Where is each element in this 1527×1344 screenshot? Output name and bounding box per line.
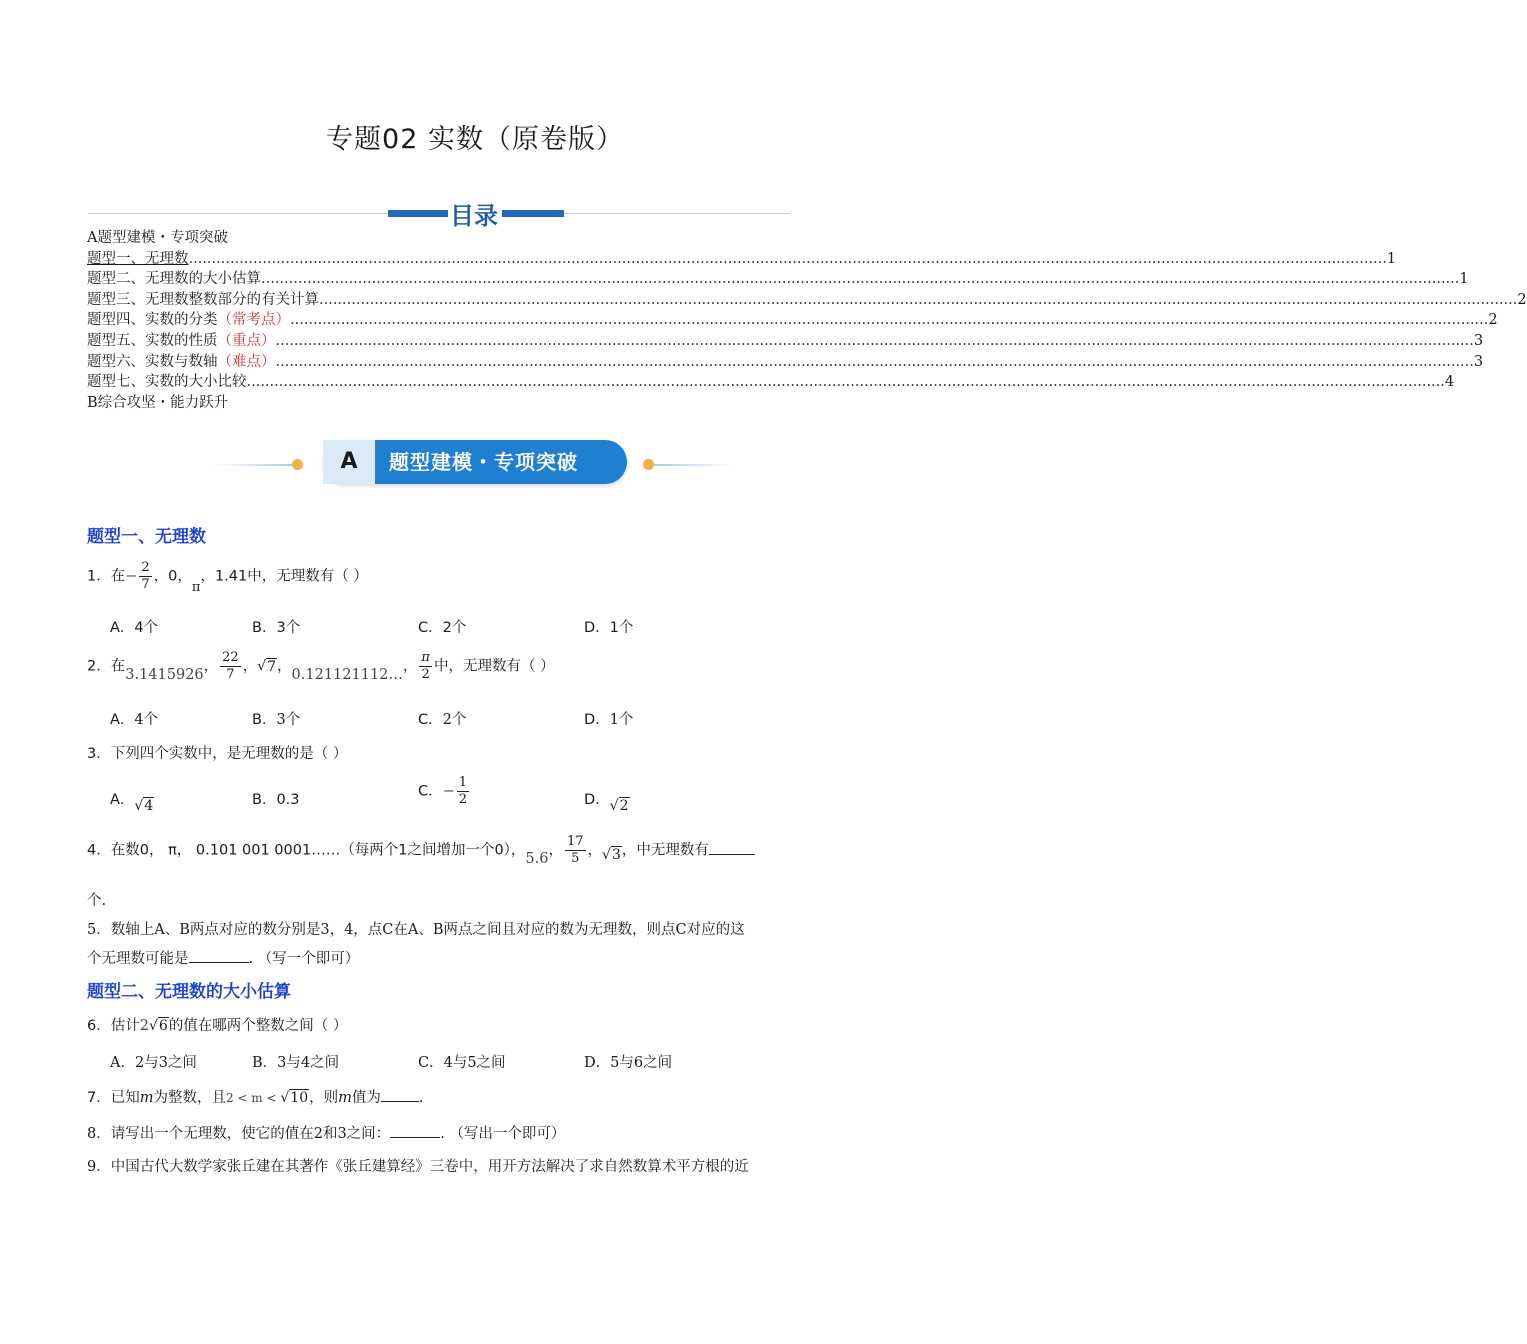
- option[interactable]: A．√4: [110, 792, 154, 814]
- toc-page-number: 2: [1488, 312, 1498, 329]
- toc-leader: ....................................................................................................................................................................................................................................................................: [275, 332, 1474, 349]
- option[interactable]: B．3与4之间: [252, 1055, 340, 1071]
- toc-item-tag: （难点）: [217, 353, 276, 370]
- page-title: 专题02 实数（原卷版）: [326, 124, 624, 155]
- toc-item[interactable]: [87, 290, 1527, 311]
- question-5-cont: 个无理数可能是 . （写一个即可）: [87, 951, 360, 967]
- divider: [502, 210, 564, 217]
- question-1: 1．在− $\frac{2}{7}$ ，0，π，1.41中，无理数有（ ）: [87, 560, 368, 595]
- option[interactable]: C．− $\frac{1}{2}$: [418, 775, 468, 807]
- toc-page-number: 3: [1473, 353, 1484, 370]
- dot-icon: [643, 459, 654, 470]
- divider: [215, 464, 293, 466]
- toc-item[interactable]: [87, 331, 1484, 352]
- fraction: $\frac{22}{7}$: [222, 650, 239, 682]
- question-9: 9．中国古代大数学家张丘建在其著作《张丘建算经》三卷中，用开方法解决了求自然数算术平方根的近: [87, 1159, 749, 1175]
- toc-item-tag: （重点）: [217, 332, 276, 349]
- question-8: 8．请写出一个无理数，使它的值在2和3之间： . （写出一个即可）: [87, 1126, 566, 1142]
- option[interactable]: A．4个: [110, 712, 159, 728]
- toc-page-number: 2: [1517, 291, 1527, 308]
- toc-page-number: 4: [1444, 374, 1455, 391]
- option[interactable]: D．√2: [584, 792, 629, 814]
- divider: [88, 213, 388, 214]
- toc-title: 目录: [450, 202, 498, 230]
- banner-pill: [323, 440, 627, 484]
- toc-heading: [88, 196, 790, 228]
- answer-blank[interactable]: [189, 950, 249, 963]
- answer-blank[interactable]: [390, 1125, 440, 1138]
- question-5: 5．数轴上A、B两点对应的数分别是3，4，点C在A、B两点之间且对应的数为无理数，则点C对应的这: [87, 922, 745, 938]
- section-heading: 题型二、无理数的大小估算: [87, 982, 291, 1002]
- toc-item-label: 题型一、无理数: [87, 250, 189, 267]
- banner-letter: A: [323, 440, 375, 484]
- toc-page-number: 1: [1386, 250, 1397, 267]
- question-2: 2．在3.1415926， $\frac{22}{7}$ ，√7，0.121121112…， $\frac{\pi}{2}$ 中，无理数有（ ）: [87, 650, 555, 683]
- option[interactable]: B．3个: [252, 620, 301, 636]
- option[interactable]: A．4个: [110, 620, 159, 636]
- option[interactable]: B．0.3: [252, 792, 300, 808]
- toc-section-a[interactable]: A题型建模・专项突破: [87, 230, 228, 246]
- banner-text: 题型建模・专项突破: [389, 450, 578, 474]
- section-heading: 题型一、无理数: [87, 527, 206, 547]
- toc-item[interactable]: [87, 310, 1498, 331]
- question-4-cont: 个.: [87, 893, 107, 909]
- toc-item-label: 题型四、实数的分类: [87, 312, 218, 329]
- repeating-decimal: 5.6: [525, 850, 549, 867]
- toc-leader: ....................................................................................................................................................................................................................................................................: [290, 312, 1489, 329]
- toc-leader: ....................................................................................................................................................................................................................................................................: [188, 250, 1387, 267]
- question-6: 6．估计2√6的值在哪两个整数之间（ ）: [87, 1018, 348, 1034]
- divider: [388, 210, 448, 217]
- toc-item-tag: （常考点）: [217, 312, 290, 329]
- question-7: 7．已知m为整数，且2 < m < √10，则m值为 .: [87, 1090, 424, 1106]
- toc-item[interactable]: [87, 249, 1397, 270]
- fraction: $\frac{\pi}{2}$: [421, 650, 430, 682]
- toc-leader: ....................................................................................................................................................................................................................................................................: [319, 291, 1518, 308]
- question-4: 4．在数0， π， 0.101 001 0001……（每两个1之间增加一个0），5.6， $\frac{17}{5}$ ，√3，中无理数有: [87, 834, 755, 867]
- option[interactable]: A．2与3之间: [110, 1055, 197, 1071]
- option[interactable]: C．4与5之间: [418, 1055, 506, 1071]
- sqrt: √7: [257, 658, 277, 675]
- dot-icon: [292, 459, 303, 470]
- toc-page-number: 1: [1459, 271, 1469, 288]
- option[interactable]: D．1个: [584, 620, 634, 636]
- option[interactable]: D．5与6之间: [584, 1055, 673, 1071]
- toc-leader: ....................................................................................................................................................................................................................................................................: [261, 271, 1460, 288]
- option[interactable]: B．3个: [252, 712, 301, 728]
- section-banner: [0, 438, 950, 488]
- option[interactable]: D．1个: [584, 712, 634, 728]
- option[interactable]: C．2个: [418, 620, 467, 636]
- toc-item-label: 题型五、实数的性质: [87, 332, 218, 349]
- toc-item[interactable]: [87, 372, 1455, 393]
- toc-item-label: 题型三、无理数整数部分的有关计算: [87, 291, 319, 308]
- question-3: 3．下列四个实数中，是无理数的是（ ）: [87, 746, 348, 762]
- answer-blank[interactable]: [381, 1089, 419, 1102]
- toc-item[interactable]: [87, 269, 1469, 290]
- toc-leader: ....................................................................................................................................................................................................................................................................: [275, 353, 1474, 370]
- toc-item-label: 题型二、无理数的大小估算: [87, 271, 261, 288]
- divider: [564, 213, 790, 214]
- toc-item-label: 题型七、实数的大小比较: [87, 374, 247, 391]
- toc-item[interactable]: [87, 352, 1484, 373]
- answer-blank[interactable]: [709, 842, 755, 855]
- fraction: $\frac{2}{7}$: [141, 560, 150, 592]
- toc-item-label: 题型六、实数与数轴: [87, 353, 218, 370]
- toc-leader: ....................................................................................................................................................................................................................................................................: [246, 374, 1445, 391]
- toc-page-number: 3: [1473, 332, 1484, 349]
- table-of-contents: [87, 228, 1527, 413]
- divider: [654, 464, 734, 466]
- option[interactable]: C．2个: [418, 712, 467, 728]
- toc-section-b[interactable]: B综合攻坚・能力跃升: [87, 394, 229, 411]
